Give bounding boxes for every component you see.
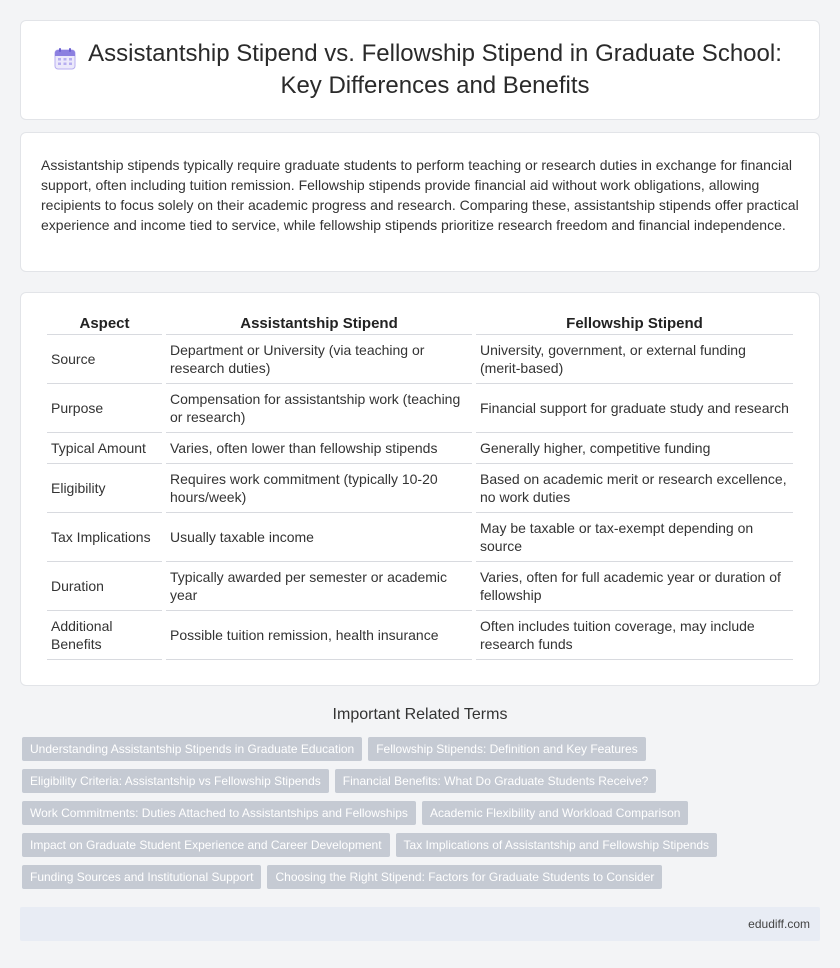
cell-fellowship: University, government, or external funding (merit-based): [476, 335, 793, 384]
cell-fellowship: Based on academic merit or research excellence, no work duties: [476, 464, 793, 513]
related-term-link[interactable]: Choosing the Right Stipend: Factors for Graduate Students to Consider: [267, 865, 662, 889]
cell-aspect: Purpose: [47, 384, 162, 433]
table-row: [47, 433, 793, 464]
table-row: [47, 513, 793, 562]
cell-aspect: Tax Implications: [47, 513, 162, 562]
table-row: [47, 611, 793, 660]
related-term-link[interactable]: Financial Benefits: What Do Graduate Students Receive?: [335, 769, 657, 793]
tag-row: [22, 833, 820, 865]
cell-assistantship: Possible tuition remission, health insurance: [166, 611, 472, 660]
cell-aspect: Source: [47, 335, 162, 384]
related-term-link[interactable]: Tax Implications of Assistantship and Fellowship Stipends: [396, 833, 718, 857]
tag-row: [22, 737, 820, 769]
calendar-icon: [53, 47, 77, 71]
header-aspect: Aspect: [47, 313, 162, 335]
related-term-link[interactable]: Work Commitments: Duties Attached to Assistantships and Fellowships: [22, 801, 416, 825]
cell-assistantship: Usually taxable income: [166, 513, 472, 562]
intro-paragraph: Assistantship stipends typically require graduate students to perform teaching or research duties in exchange for financial support, often including tuition remission. Fellowship stipends provide financial aid without work obligations, allowing recipients to focus solely on their academic progress and research. Comparing these, assistantship stipends offer practical experience and income tied to service, while fellowship stipends prioritize research freedom and financial independence.: [41, 157, 799, 233]
cell-fellowship: Generally higher, competitive funding: [476, 433, 793, 464]
related-term-link[interactable]: Fellowship Stipends: Definition and Key Features: [368, 737, 645, 761]
related-term-link[interactable]: Impact on Graduate Student Experience and Career Development: [22, 833, 390, 857]
header-fellowship: Fellowship Stipend: [476, 313, 793, 335]
related-terms-title: Important Related Terms: [332, 706, 508, 723]
cell-assistantship: Typically awarded per semester or academic year: [166, 562, 472, 611]
cell-assistantship: Department or University (via teaching or research duties): [166, 335, 472, 384]
related-terms-section: [20, 706, 820, 897]
cell-fellowship: May be taxable or tax-exempt depending on source: [476, 513, 793, 562]
table-row: [47, 384, 793, 433]
cell-assistantship: Requires work commitment (typically 10-20 hours/week): [166, 464, 472, 513]
cell-aspect: Duration: [47, 562, 162, 611]
related-term-link[interactable]: Academic Flexibility and Workload Comparison: [422, 801, 689, 825]
comparison-table: [43, 313, 797, 660]
table-row: [47, 335, 793, 384]
table-row: [47, 464, 793, 513]
table-header-row: [47, 313, 793, 335]
tag-row: [22, 801, 820, 833]
footer-site-link[interactable]: edudiff.com: [748, 917, 810, 931]
related-terms-tags: [20, 737, 820, 897]
intro-card: [20, 132, 820, 272]
cell-fellowship: Varies, often for full academic year or duration of fellowship: [476, 562, 793, 611]
title-card: [20, 20, 820, 120]
header-assistantship: Assistantship Stipend: [166, 313, 472, 335]
related-term-link[interactable]: Eligibility Criteria: Assistantship vs Fellowship Stipends: [22, 769, 329, 793]
cell-aspect: Additional Benefits: [47, 611, 162, 660]
cell-aspect: Typical Amount: [47, 433, 162, 464]
cell-fellowship: Financial support for graduate study and research: [476, 384, 793, 433]
cell-fellowship: Often includes tuition coverage, may include research funds: [476, 611, 793, 660]
footer: [20, 907, 820, 941]
tag-row: [22, 865, 820, 897]
related-term-link[interactable]: Funding Sources and Institutional Support: [22, 865, 261, 889]
comparison-table-card: [20, 292, 820, 686]
tag-row: [22, 769, 820, 801]
table-row: [47, 562, 793, 611]
cell-aspect: Eligibility: [47, 464, 162, 513]
page-title: Assistantship Stipend vs. Fellowship Stipend in Graduate School: Key Differences and Benefits: [88, 40, 782, 99]
cell-assistantship: Varies, often lower than fellowship stipends: [166, 433, 472, 464]
cell-assistantship: Compensation for assistantship work (teaching or research): [166, 384, 472, 433]
related-term-link[interactable]: Understanding Assistantship Stipends in Graduate Education: [22, 737, 362, 761]
